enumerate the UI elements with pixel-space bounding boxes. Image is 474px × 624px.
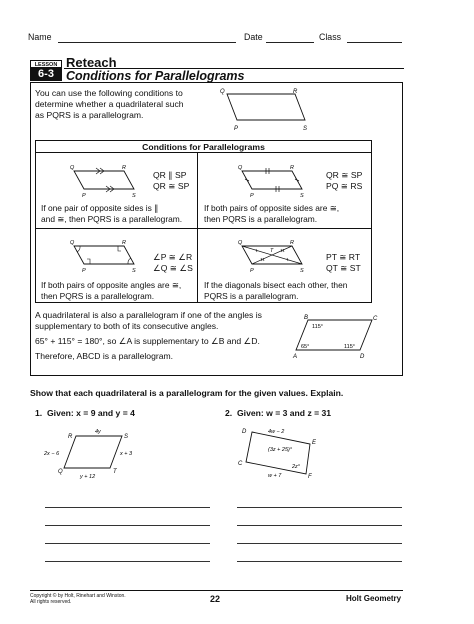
answer-line-1c[interactable]	[45, 543, 210, 544]
vertex-label: P	[82, 268, 86, 274]
vertex-label: Q	[70, 240, 75, 246]
cell2-figure	[228, 163, 318, 199]
table-column-divider	[197, 152, 198, 303]
cell4-symbol-1: PT ≅ RT	[326, 252, 361, 262]
table-heading-rule	[35, 152, 372, 153]
vertex-label: P	[250, 268, 254, 274]
cell-text-line: If both pairs of opposite angles are ≅,	[41, 280, 182, 290]
cell-text-line: then PQRS is a parallelogram.	[41, 290, 155, 301]
answer-line-2c[interactable]	[237, 543, 402, 544]
cell4-figure	[228, 238, 318, 274]
vertex-label: B	[304, 315, 309, 321]
answer-line-2a[interactable]	[237, 507, 402, 508]
vertex-label: Q	[220, 89, 225, 95]
exercise-instruction: Show that each quadrilateral is a parallelogram for the given values. Explain.	[30, 388, 344, 398]
cell-text-line: If both pairs of opposite sides are ≅,	[204, 203, 340, 213]
book-title: Holt Geometry	[346, 594, 402, 603]
vertex-label: C	[373, 316, 378, 322]
vertex-label: D	[360, 354, 365, 360]
problem1-given: Given: x = 9 and y = 4	[47, 408, 135, 418]
cell4-symbol-2: QT ≅ ST	[326, 263, 361, 273]
date-label: Date	[244, 32, 263, 42]
vertex-label: Q	[238, 165, 243, 171]
vertex-label: S	[300, 193, 304, 199]
copyright-line: All rights reserved.	[30, 599, 72, 605]
cell-text-line: and ≅, then PQRS is a parallelogram.	[41, 213, 183, 224]
name-field-line[interactable]	[58, 42, 236, 43]
lesson-title: Reteach	[66, 55, 117, 70]
side-expression: w + 7	[268, 473, 282, 479]
vertex-label: S	[303, 126, 308, 132]
problem1-number: 1.	[35, 408, 43, 418]
side-expression: 2x − 6	[44, 451, 60, 457]
vertex-label: S	[132, 268, 136, 274]
angle-label: 115°	[344, 344, 355, 350]
angle-label: 115°	[312, 324, 323, 330]
answer-line-1d[interactable]	[45, 561, 210, 562]
supplementary-line: supplementary to both of its consecutive angles.	[35, 321, 219, 331]
intro-line: determine whether a quadrilateral such	[35, 99, 184, 109]
cell-text-line: If the diagonals bisect each other, then	[204, 280, 348, 290]
class-label: Class	[319, 32, 341, 42]
vertex-label: A	[293, 354, 298, 360]
vertex-label: S	[300, 268, 304, 274]
problem2-given: Given: w = 3 and z = 31	[237, 408, 332, 418]
table-row-divider	[35, 228, 372, 229]
vertex-label: S	[124, 434, 129, 440]
vertex-label: Q	[70, 165, 75, 171]
vertex-label: T	[270, 248, 274, 254]
vertex-label: R	[290, 240, 294, 246]
answer-line-2b[interactable]	[237, 525, 402, 526]
problem2-number: 2.	[225, 408, 233, 418]
intro-line: You can use the following conditions to	[35, 88, 183, 98]
vertex-label: R	[68, 434, 73, 440]
problem2-figure	[232, 424, 342, 484]
copyright-notice	[30, 593, 126, 605]
vertex-label: R	[122, 165, 126, 171]
angle-expression: (3z + 25)°	[268, 447, 293, 453]
table-heading: Conditions for Parallelograms	[142, 142, 265, 152]
cell1-symbol-2: QR ≅ SP	[153, 181, 190, 191]
cell2-symbol-2: PQ ≅ RS	[326, 181, 363, 191]
cell-text-line: then PQRS is a parallelogram.	[204, 213, 318, 224]
vertex-label: C	[238, 461, 243, 467]
cell1-figure	[60, 163, 150, 199]
vertex-label: E	[312, 440, 317, 446]
date-field-line[interactable]	[266, 42, 314, 43]
supplementary-line: A quadrilateral is also a parallelogram if one of the angles is	[35, 310, 262, 320]
lesson-label: LESSON	[30, 60, 62, 68]
side-expression: x + 3	[120, 451, 133, 457]
copyright-line: Copyright © by Holt, Rinehart and Winston.	[30, 593, 126, 599]
vertex-label: P	[82, 193, 86, 199]
cell-text-line: If one pair of opposite sides is ∥	[41, 203, 159, 213]
cell3-symbol-2: ∠Q ≅ ∠S	[153, 263, 193, 273]
problem1-figure	[40, 424, 160, 484]
vertex-label: F	[308, 474, 312, 480]
cell2-text	[204, 203, 339, 224]
vertex-label: Q	[238, 240, 243, 246]
cell3-symbol-1: ∠P ≅ ∠R	[153, 252, 193, 262]
vertex-label: T	[113, 469, 117, 475]
vertex-label: Q	[58, 469, 63, 475]
supplementary-text	[35, 310, 262, 362]
cell3-text	[41, 280, 181, 301]
lesson-number-badge: 6-3	[30, 68, 62, 81]
supplementary-line: 65° + 115° = 180°, so ∠A is supplementary to ∠B and ∠D.	[35, 336, 260, 346]
vertex-label: P	[250, 193, 254, 199]
supplementary-line: Therefore, ABCD is a parallelogram.	[35, 351, 174, 361]
vertex-label: R	[122, 240, 126, 246]
vertex-label: S	[132, 193, 136, 199]
vertex-label: R	[290, 165, 294, 171]
cell1-symbol-1: QR ∥ SP	[153, 170, 187, 180]
footer-rule	[30, 590, 403, 591]
class-field-line[interactable]	[347, 42, 402, 43]
vertex-label: P	[234, 126, 239, 132]
intro-line: as PQRS is a parallelogram.	[35, 110, 144, 120]
lesson-subtitle: Conditions for Parallelograms	[66, 69, 245, 83]
cell1-text	[41, 203, 182, 224]
angle-label: 65°	[301, 344, 310, 350]
angle-expression: 2z°	[292, 464, 301, 470]
vertex-label: D	[242, 429, 247, 435]
answer-line-1a[interactable]	[45, 507, 210, 508]
cell-text-line: PQRS is a parallelogram.	[204, 290, 299, 301]
intro-parallelogram-figure	[205, 86, 315, 136]
supplementary-figure	[290, 312, 386, 360]
cell4-text	[204, 280, 347, 301]
side-expression: 4y	[95, 429, 101, 435]
side-expression: y + 12	[80, 474, 96, 480]
side-expression: 4w − 2	[268, 429, 285, 435]
name-label: Name	[28, 32, 52, 42]
cell3-figure	[60, 238, 150, 274]
answer-line-1b[interactable]	[45, 525, 210, 526]
answer-line-2d[interactable]	[237, 561, 402, 562]
cell2-symbol-1: QR ≅ SP	[326, 170, 363, 180]
vertex-label: R	[293, 89, 298, 95]
intro-text	[35, 88, 184, 121]
page-number: 22	[210, 594, 221, 604]
